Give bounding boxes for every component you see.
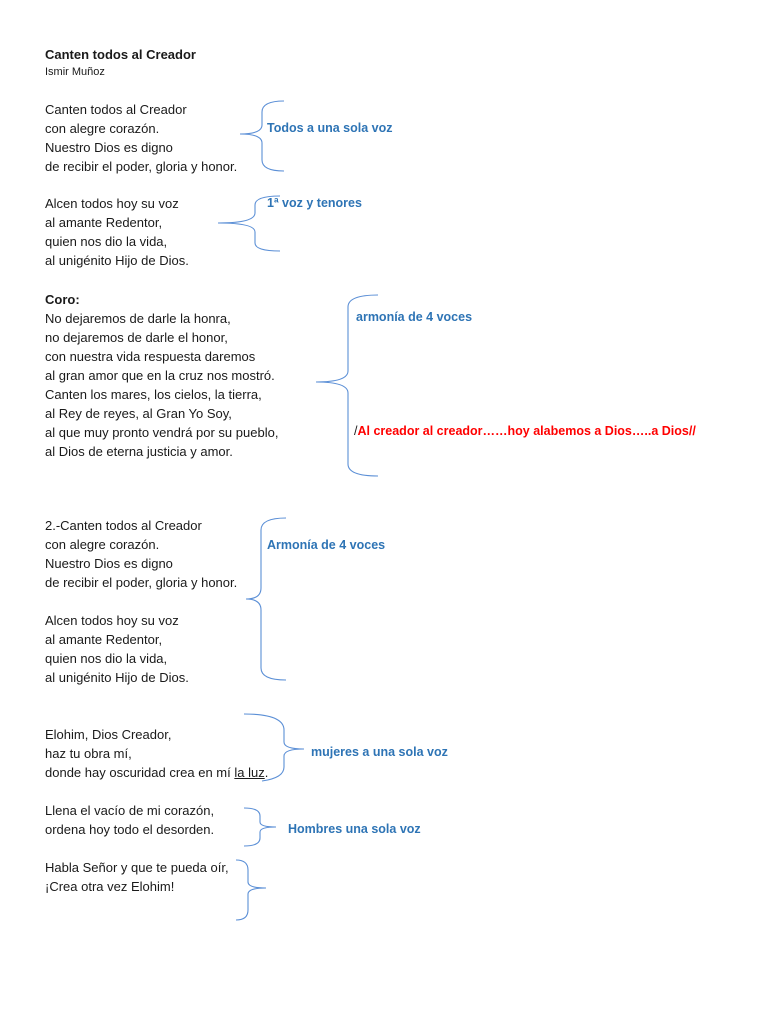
lyric-line: ordena hoy todo el desorden. [45,822,215,837]
note-four-voice-harmony-2: Armonía de 4 voces [267,538,386,552]
lyric-line: de recibir el poder, gloria y honor. [45,159,238,174]
note-women-one-voice: mujeres a una sola voz [311,745,448,759]
lyric-line: No dejaremos de darle la honra, [45,311,231,326]
lyric-line: al que muy pronto vendrá por su pueblo, [45,425,279,440]
lyric-line: Llena el vacío de mi corazón, [45,803,215,818]
lyric-line: al unigénito Hijo de Dios. [45,670,189,685]
lyric-line: 2.-Canten todos al Creador [45,518,202,533]
lyric-line: Alcen todos hoy su voz [45,196,179,211]
lyric-line: Alcen todos hoy su voz [45,613,179,628]
lyric-text: donde hay oscuridad crea en mí [45,765,235,780]
song-title: Canten todos al Creador [45,47,196,62]
lyric-line: Canten los mares, los cielos, la tierra, [45,387,262,402]
lyric-line: Habla Señor y que te pueda oír, [45,860,229,875]
lyric-line: al gran amor que en la cruz nos mostró. [45,368,275,383]
lyric-line: al Dios de eterna justicia y amor. [45,444,233,459]
note-four-voice-harmony: armonía de 4 voces [356,310,473,324]
lyric-line: al amante Redentor, [45,632,163,647]
note-chorus-repeat-text: Al creador al creador……hoy alabemos a Dios…..a Dios// [357,424,696,438]
brace-6 [244,808,276,846]
brace-5 [244,714,304,781]
song-author: Ismir Muñoz [45,66,105,78]
lyric-line: al amante Redentor, [45,215,163,230]
slash-mark: / [354,424,358,438]
lyric-text: . [264,765,269,780]
underlined-text: la luz [234,765,265,780]
lyric-line: al Rey de reyes, al Gran Yo Soy, [45,406,232,421]
note-all-one-voice: Todos a una sola voz [267,121,393,135]
lyric-line: ¡Crea otra vez Elohim! [45,879,175,894]
lyric-line: haz tu obra mí, [45,746,132,761]
lyric-line: quien nos dio la vida, [45,651,168,666]
note-men-one-voice: Hombres una sola voz [288,822,421,836]
lyric-line: con alegre corazón. [45,537,160,552]
lyric-line: quien nos dio la vida, [45,234,168,249]
note-chorus-repeat [354,424,696,438]
lyric-line: con alegre corazón. [45,121,160,136]
note-first-voice-tenors: 1ª voz y tenores [267,196,362,210]
chorus-label: Coro: [45,292,80,307]
lyric-line: al unigénito Hijo de Dios. [45,253,189,268]
lyric-line: no dejaremos de darle el honor, [45,330,228,345]
brace-7 [236,860,266,920]
lyric-line: Elohim, Dios Creador, [45,727,172,742]
lyric-line: Canten todos al Creador [45,102,187,117]
brace-1 [240,101,284,171]
lyric-line: Nuestro Dios es digno [45,556,173,571]
lyric-line: con nuestra vida respuesta daremos [45,349,256,364]
lyric-line: de recibir el poder, gloria y honor. [45,575,238,590]
lyric-line: Nuestro Dios es digno [45,140,173,155]
